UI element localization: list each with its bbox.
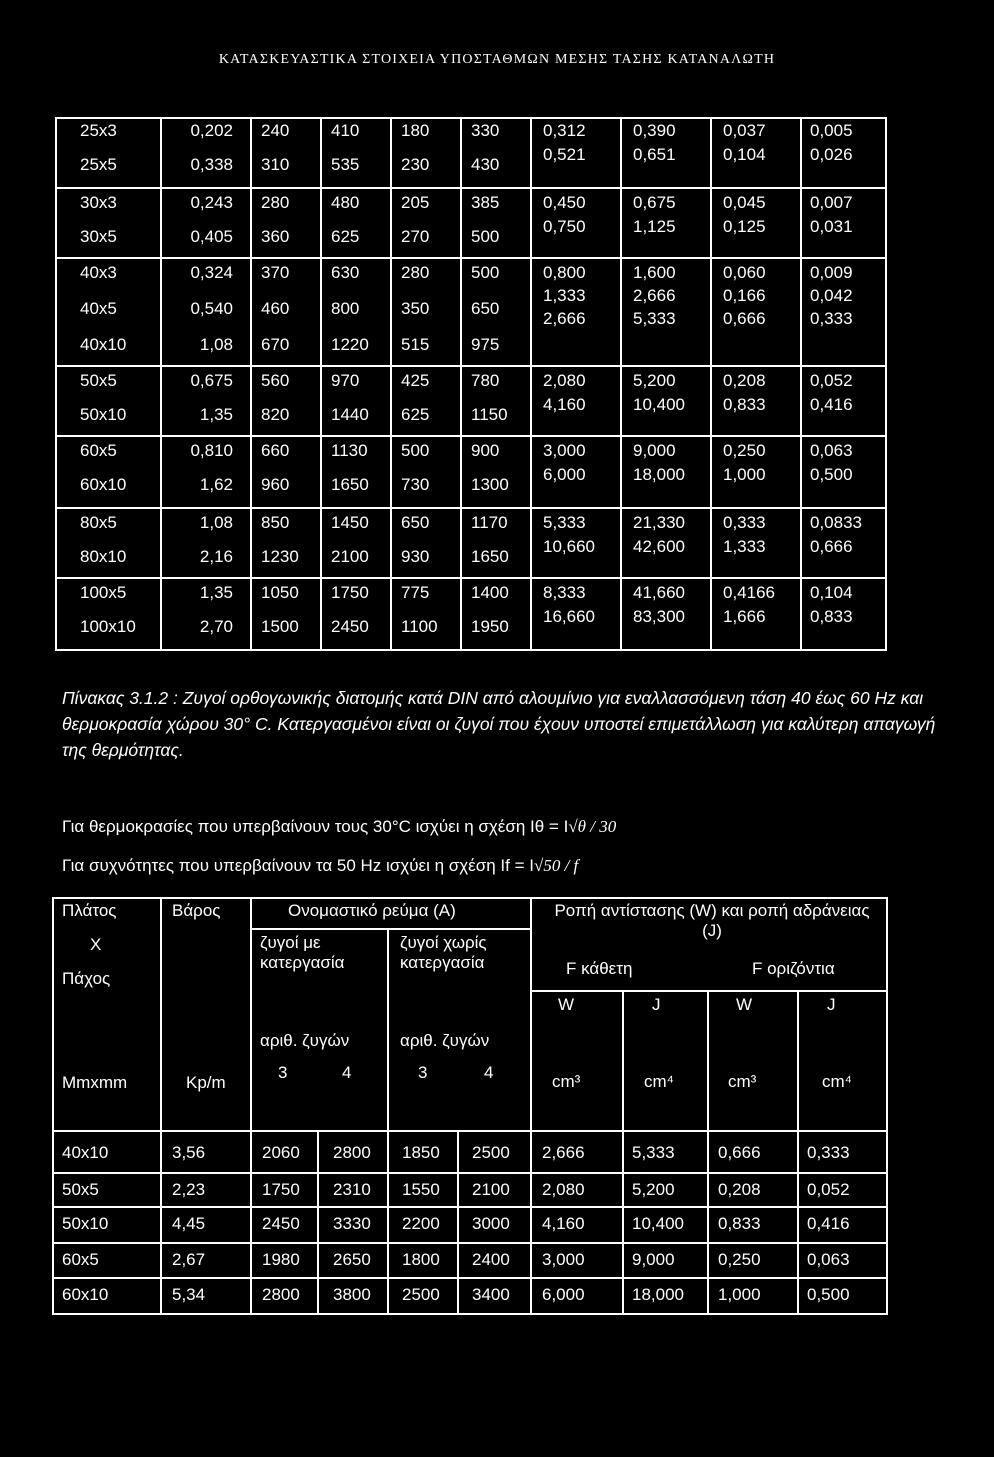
row-divider [52,1277,888,1279]
table-cell: 500 [401,441,430,460]
header-moment: Ροπή αντίστασης (W) και ροπή αδράνειας (J) [554,901,870,940]
table-cell: 0,052 [807,1180,850,1199]
column-divider [620,117,622,651]
table-cell: 100x5 [80,583,127,602]
table-cell: 975 [471,335,500,354]
header-x: X [90,935,102,954]
table-cell: 3000 [472,1214,510,1233]
header-cm4: cm⁴ [822,1072,852,1091]
table-cell: 0,338 [190,155,233,174]
header-count: αριθ. ζυγών [400,1031,490,1050]
table-cell: 0,250 [718,1250,761,1269]
table-cell: 1500 [261,617,299,636]
row-divider [52,1206,888,1208]
table-border-left [52,897,54,1315]
table-cell: 0,666 [718,1143,761,1162]
table-cell: 1750 [331,583,369,602]
table-cell: 40x3 [80,263,117,282]
header-processed: ζυγοί με κατεργασία [260,933,345,972]
table-cell: 330 [471,121,500,140]
table-cell: 1980 [262,1250,300,1269]
table-cell: 3,56 [172,1143,206,1162]
table-cell: 5,200 [633,371,676,390]
table-cell: 2,666 [633,286,676,305]
table-cell: 2100 [472,1180,510,1199]
table-cell: 370 [261,263,290,282]
table-cell: 0,104 [723,145,766,164]
table-cell: 1170 [471,513,508,532]
table-cell: 0,666 [723,309,766,328]
group-divider [55,187,887,189]
table-cell: 1,62 [199,475,233,494]
header-cm3: cm³ [552,1072,581,1091]
header-cm3: cm³ [728,1072,757,1091]
header-vertical: F κάθετη [566,959,633,978]
table-cell: 4,160 [543,395,586,414]
table-cell: 0,651 [633,145,676,164]
table-cell: 0,333 [810,309,853,328]
column-divider [160,897,162,1315]
header-bottom-divider [52,1130,888,1132]
table-cell: 0,0833 [810,513,862,532]
table-cell: 5,333 [632,1143,675,1162]
table-cell: 18,000 [633,465,685,484]
frequency-formula-math: √50 / f [533,856,579,875]
table-cell: 3330 [333,1214,371,1233]
table-cell: 0,037 [723,121,766,140]
table-cell: 8,333 [543,583,586,602]
table-cell: 630 [331,263,360,282]
header-count-4: 4 [342,1063,352,1082]
table-cell: 0,750 [543,217,586,236]
table-cell: 50x10 [62,1214,109,1233]
table-cell: 1230 [261,547,299,566]
header-count-4: 4 [484,1063,494,1082]
table-cell: 2800 [262,1285,300,1304]
table-cell: 6,000 [543,465,586,484]
busbar-table [55,117,887,651]
table-cell: 0,208 [718,1180,761,1199]
table-cell: 60x5 [80,441,117,460]
table-cell: 1300 [471,475,509,494]
table-cell: 780 [471,371,500,390]
column-divider [530,117,532,651]
table-cell: 820 [261,405,290,424]
table-cell: 2,666 [542,1143,585,1162]
column-divider [457,1130,459,1315]
table-cell: 0,042 [810,286,853,305]
group-divider [55,365,887,367]
table-cell: 1,08 [199,335,233,354]
table-cell: 1400 [471,583,509,602]
table-cell: 60x5 [62,1250,99,1269]
table-border-bottom [55,649,887,651]
table-cell: 660 [261,441,290,460]
column-divider [622,992,624,1315]
table-cell: 0,521 [543,145,586,164]
table-cell: 0,675 [190,371,233,390]
table-cell: 1130 [331,441,368,460]
table-cell: 2450 [262,1214,300,1233]
table-cell: 0,202 [190,121,233,140]
table-cell: 10,400 [632,1214,684,1233]
table-cell: 180 [401,121,430,140]
table-cell: 25x5 [80,155,117,174]
table-cell: 0,208 [723,371,766,390]
table-cell: 850 [261,513,290,532]
row-divider [52,1242,888,1244]
header-count-3: 3 [418,1063,428,1082]
table-cell: 385 [471,193,500,212]
table-cell: 240 [261,121,290,140]
table-cell: 775 [401,583,430,602]
table-cell: 50x5 [80,371,117,390]
table-cell: 42,600 [633,537,685,556]
table-cell: 5,333 [633,309,676,328]
header-j: J [652,995,661,1014]
table-cell: 80x5 [80,513,117,532]
header-j: J [827,995,836,1014]
frequency-formula [62,856,578,876]
table-cell: 0,005 [810,121,853,140]
temperature-formula-text: Για θερμοκρασίες που υπερβαίνουν τους 30°C ισχύει η σχέση Iθ = I [62,817,569,836]
table-cell: 0,063 [810,441,853,460]
table-cell: 1,08 [199,513,233,532]
table-cell: 1150 [471,405,508,424]
table-cell: 1750 [262,1180,300,1199]
table-cell: 0,833 [718,1214,761,1233]
table-cell: 30x5 [80,227,117,246]
frequency-formula-text: Για συχνότητες που υπερβαίνουν τα 50 Hz ισχύει η σχέση If = I [62,856,534,875]
table-cell: 9,000 [632,1250,675,1269]
table-cell: 0,060 [723,263,766,282]
table-cell: 0,243 [190,193,233,212]
table-cell: 500 [471,263,500,282]
table-cell: 0,666 [810,537,853,556]
table-cell: 1,000 [718,1285,761,1304]
table-cell: 0,4166 [723,583,775,602]
table-cell: 0,833 [723,395,766,414]
table-cell: 535 [331,155,360,174]
table-cell: 0,800 [543,263,586,282]
table-cell: 960 [261,475,290,494]
header-width: Πλάτος [62,901,117,920]
column-divider [390,117,392,651]
table-cell: 460 [261,299,290,318]
table-cell: 970 [331,371,360,390]
table-cell: 9,000 [633,441,676,460]
table-cell: 900 [471,441,500,460]
table-cell: 1850 [402,1143,440,1162]
table-cell: 410 [331,121,360,140]
table-cell: 0,450 [543,193,586,212]
table-cell: 2,080 [543,371,586,390]
table-cell: 2400 [472,1250,510,1269]
table-cell: 625 [331,227,360,246]
table-cell: 50x10 [80,405,127,424]
table-cell: 1,600 [633,263,676,282]
table-cell: 80x10 [80,547,127,566]
table-cell: 2,70 [199,617,233,636]
column-divider [387,928,389,1315]
column-divider [320,117,322,651]
table-cell: 2310 [333,1180,371,1199]
table-cell: 0,009 [810,263,853,282]
table-cell: 1800 [402,1250,440,1269]
table-cell: 0,007 [810,193,853,212]
table-cell: 0,416 [807,1214,850,1233]
table-cell: 930 [401,547,430,566]
group-divider [55,435,887,437]
table-cell: 10,400 [633,395,685,414]
table-cell: 280 [401,263,430,282]
table-cell: 0,166 [723,286,766,305]
table-cell: 0,031 [810,217,853,236]
table-cell: 670 [261,335,290,354]
table-border-left [55,117,57,651]
header-current: Ονομαστικό ρεύμα (A) [288,901,456,920]
header-count-3: 3 [278,1063,288,1082]
table-cell: 1050 [261,583,299,602]
table-cell: 350 [401,299,430,318]
table-cell: 1450 [331,513,369,532]
temperature-formula-math: √θ / 30 [568,817,617,836]
table-cell: 0,675 [633,193,676,212]
table-cell: 41,660 [633,583,685,602]
table-cell: 0,390 [633,121,676,140]
table-cell: 0,324 [190,263,233,282]
table-cell: 6,000 [542,1285,585,1304]
table-cell: 515 [401,335,430,354]
table-cell: 0,540 [190,299,233,318]
table-cell: 1950 [471,617,509,636]
table-cell: 21,330 [633,513,685,532]
column-divider [530,897,532,1315]
table-cell: 2100 [331,547,369,566]
table-cell: 0,104 [810,583,853,602]
table-cell: 10,660 [543,537,595,556]
table-cell: 0,333 [723,513,766,532]
header-divider [530,990,886,992]
header-horizontal: F οριζόντια [752,959,835,978]
table-cell: 1100 [401,617,438,636]
column-divider [460,117,462,651]
group-divider [55,507,887,509]
table-cell: 650 [401,513,430,532]
table-cell: 2,16 [199,547,233,566]
table-cell: 3400 [472,1285,510,1304]
table-cell: 230 [401,155,430,174]
table-cell: 3,000 [542,1250,585,1269]
table-cell: 2,666 [543,309,586,328]
table-cell: 0,052 [810,371,853,390]
table-cell: 0,500 [807,1285,850,1304]
table-cell: 800 [331,299,360,318]
column-divider [317,1130,319,1315]
table-cell: 0,810 [190,441,233,460]
table-cell: 0,333 [807,1143,850,1162]
group-divider [55,257,887,259]
table-cell: 40x10 [80,335,127,354]
table-cell: 0,250 [723,441,766,460]
header-thickness: Πάχος [62,969,111,988]
table-cell: 5,34 [172,1285,206,1304]
header-weight: Βάρος [172,901,221,920]
table-cell: 430 [471,155,500,174]
table-cell: 425 [401,371,430,390]
table-cell: 40x5 [80,299,117,318]
table-cell: 100x10 [80,617,136,636]
table-cell: 0,833 [810,607,853,626]
table-cell: 310 [261,155,290,174]
table-cell: 500 [471,227,500,246]
table-cell: 360 [261,227,290,246]
table-border-top [52,897,888,899]
table-cell: 1,35 [199,405,233,424]
header-cm4: cm⁴ [644,1072,674,1091]
table-cell: 2800 [333,1143,371,1162]
group-divider [55,577,887,579]
header-count: αριθ. ζυγών [260,1031,350,1050]
table-cell: 40x10 [62,1143,109,1162]
table-cell: 730 [401,475,430,494]
table-cell: 270 [401,227,430,246]
table-cell: 1220 [331,335,369,354]
table-cell: 280 [261,193,290,212]
table-cell: 2060 [262,1143,300,1162]
table-cell: 0,405 [190,227,233,246]
table-cell: 25x3 [80,121,117,140]
table-caption: Πίνακας 3.1.2 : Ζυγοί ορθογωνικής διατομής κατά DIN από αλουμίνιο για εναλλασσόμενη τάση 40 έως 60 Hz και θερμοκρασία χώρου 30° C. Κατεργασμένοι είναι οι ζυγοί που έχουν υποστεί επιμετάλλωση για καλύτερη απαγωγή της θερμότητας. [62,688,936,760]
table-cell: 1,333 [543,286,586,305]
table-cell: 1,666 [723,607,766,626]
table-cell: 4,160 [542,1214,585,1233]
row-divider [52,1172,888,1174]
table-cell: 50x5 [62,1180,99,1199]
table-cell: 4,45 [172,1214,206,1233]
table-cell: 0,312 [543,121,586,140]
table-cell: 2200 [402,1214,440,1233]
column-divider [710,117,712,651]
table-cell: 1,333 [723,537,766,556]
table-cell: 0,416 [810,395,853,414]
header-units-weight: Kp/m [186,1073,226,1092]
header-w: W [736,995,753,1014]
header-w: W [558,995,575,1014]
table-border-right [886,897,888,1315]
table-border-bottom [52,1313,888,1315]
table-cell: 5,333 [543,513,586,532]
table-cell: 1550 [402,1180,440,1199]
temperature-formula [62,817,616,837]
table-cell: 18,000 [632,1285,684,1304]
table-cell: 480 [331,193,360,212]
table-cell: 650 [471,299,500,318]
table-cell: 0,500 [810,465,853,484]
table-cell: 0,026 [810,145,853,164]
table-cell: 2,23 [172,1180,206,1199]
table-cell: 30x3 [80,193,117,212]
table-cell: 2,080 [542,1180,585,1199]
table-cell: 0,125 [723,217,766,236]
table-cell: 1,000 [723,465,766,484]
table-border-right [885,117,887,651]
processed-busbar-table [52,897,888,1315]
column-divider [250,117,252,651]
header-units-mm: Mmxmm [62,1073,128,1092]
table-cell: 60x10 [80,475,127,494]
header-unprocessed: ζυγοί χωρίς κατεργασία [400,933,487,972]
table-cell: 2650 [333,1250,371,1269]
column-divider [800,117,802,651]
table-cell: 3,000 [543,441,586,460]
column-divider [797,992,799,1315]
table-cell: 2500 [402,1285,440,1304]
table-cell: 3800 [333,1285,371,1304]
column-divider [250,897,252,1315]
table-cell: 205 [401,193,430,212]
table-border-top [55,117,887,119]
table-cell: 0,045 [723,193,766,212]
column-divider [707,992,709,1315]
table-cell: 1,35 [199,583,233,602]
table-cell: 625 [401,405,430,424]
table-cell: 60x10 [62,1285,109,1304]
table-cell: 5,200 [632,1180,675,1199]
table-cell: 560 [261,371,290,390]
table-cell: 1650 [331,475,369,494]
page-header: ΚΑΤΑΣΚΕΥΑΣΤΙΚΑ ΣΤΟΙΧΕΙΑ ΥΠΟΣΤΑΘΜΩΝ ΜΕΣΗΣ ΤΑΣΗΣ ΚΑΤΑΝΑΛΩΤΗ [218,52,776,67]
table-cell: 2,67 [172,1250,206,1269]
table-cell: 1650 [471,547,509,566]
table-cell: 1,125 [633,217,676,236]
table-cell: 16,660 [543,607,595,626]
table-cell: 83,300 [633,607,685,626]
table-cell: 0,063 [807,1250,850,1269]
table-cell: 1440 [331,405,369,424]
table-cell: 2450 [331,617,369,636]
table-cell: 2500 [472,1143,510,1162]
header-divider [250,928,530,930]
